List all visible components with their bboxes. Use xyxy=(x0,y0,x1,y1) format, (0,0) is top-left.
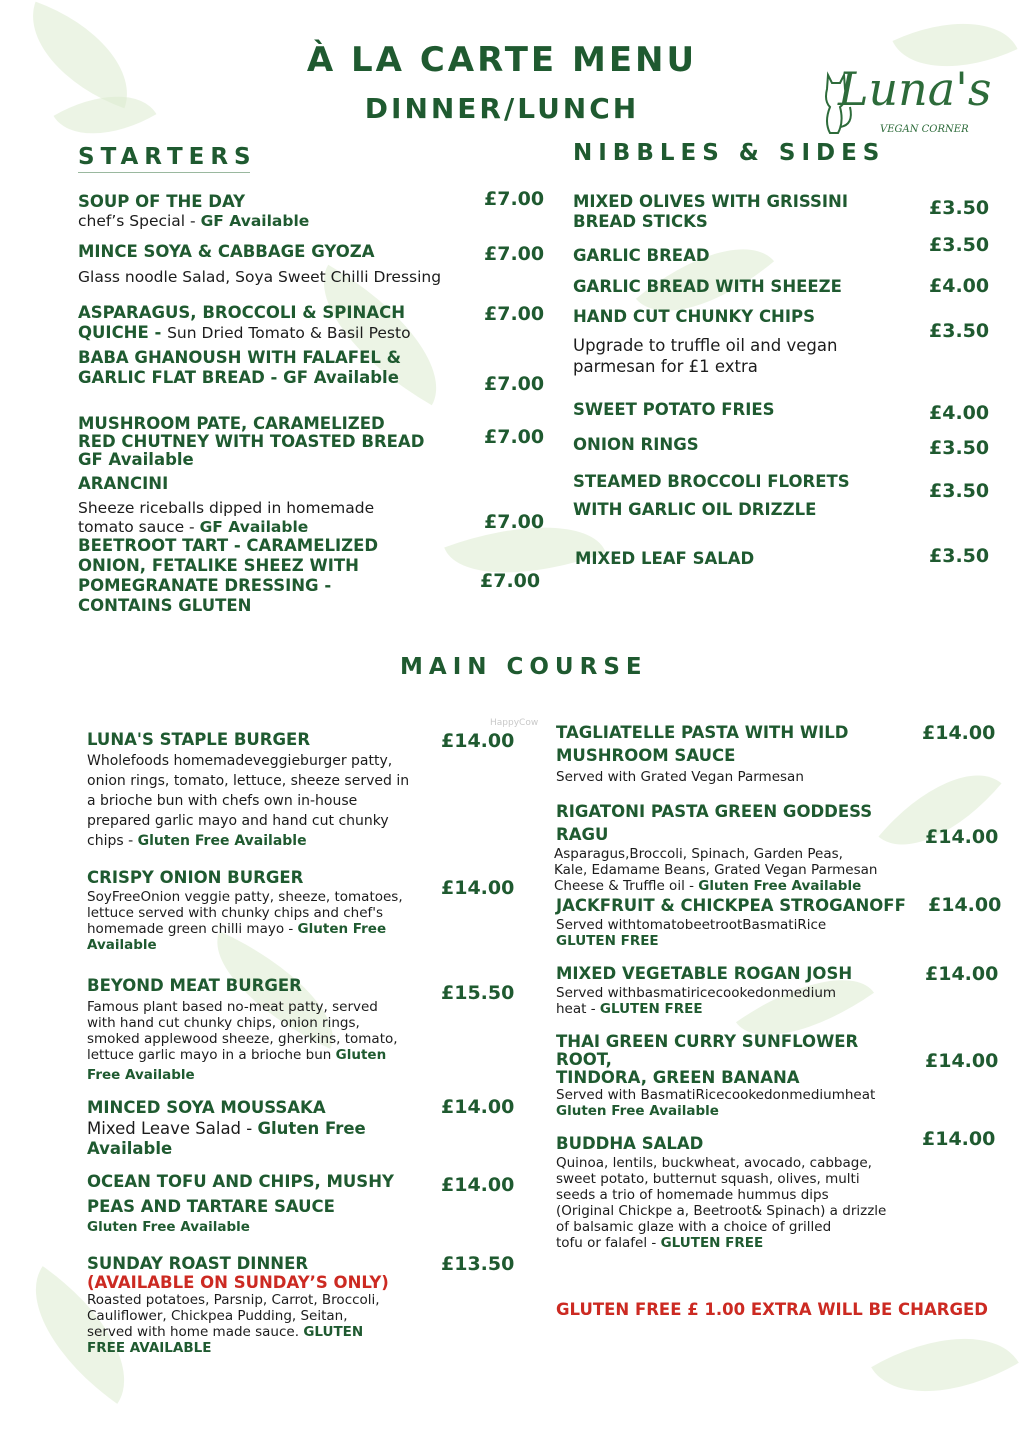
menu-title: À LA CARTE MENU xyxy=(306,40,698,80)
item-price: £14.00 xyxy=(925,963,999,985)
list-item: OCEAN TOFU AND CHIPS, MUSHY PEAS AND TARTARE SAUCE Gluten Free Available xyxy=(87,1172,394,1235)
list-item: BABA GHANOUSH WITH FALAFEL & GARLIC FLAT BREAD - GF Available xyxy=(78,348,401,387)
brand-logo xyxy=(810,62,992,142)
list-item: TAGLIATELLE PASTA WITH WILD MUSHROOM SAUCE Served with Grated Vegan Parmesan xyxy=(556,723,849,785)
item-price: £14.00 xyxy=(441,1096,515,1118)
list-item: JACKFRUIT & CHICKPEA STROGANOFF Served withtomatobeetrootBasmatiRice GLUTEN FREE xyxy=(556,896,906,949)
nibbles-heading: NIBBLES & SIDES xyxy=(573,140,886,166)
item-price: £3.50 xyxy=(929,234,990,256)
item-price: £4.00 xyxy=(929,402,990,424)
item-price: £7.00 xyxy=(484,243,545,265)
logo-text: Luna's xyxy=(838,62,992,116)
item-price: £14.00 xyxy=(922,722,996,744)
list-item: MINCED SOYA MOUSSAKA Mixed Leave Salad - Gluten Free Available xyxy=(87,1098,366,1158)
watermark: HappyCow xyxy=(490,718,539,728)
starters-heading: STARTERS xyxy=(78,144,257,170)
list-item: MUSHROOM PATE, CARAMELIZED RED CHUTNEY WITH TOASTED BREAD GF Available xyxy=(78,414,425,469)
list-item: STEAMED BROCCOLI FLORETS WITH GARLIC OIL DRIZZLE xyxy=(573,472,850,519)
item-price: £13.50 xyxy=(441,1253,515,1275)
list-item: BEETROOT TART - CARAMELIZED ONION, FETALIKE SHEEZ WITH POMEGRANATE DRESSING - CONTAINS GLUTEN xyxy=(78,536,379,615)
item-price: £14.00 xyxy=(925,1050,999,1072)
list-item: MIXED LEAF SALAD xyxy=(575,549,755,568)
list-item: BEYOND MEAT BURGER Famous plant based no-meat patty, served with hand cut chunky chips, onion rings, smoked applewood sheeze, gherkins, tomato, lettuce garlic mayo in a brioche bun Gluten Free Available xyxy=(87,976,398,1083)
list-item: HAND CUT CHUNKY CHIPS Upgrade to truffle oil and vegan parmesan for £1 extra xyxy=(573,307,838,376)
list-item: SOUP OF THE DAY chef’s Special - GF Available xyxy=(78,192,310,230)
item-price: £7.00 xyxy=(484,511,545,533)
list-item: ASPARAGUS, BROCCOLI & SPINACH QUICHE - Sun Dried Tomato & Basil Pesto xyxy=(78,303,411,342)
item-price: £7.00 xyxy=(480,570,541,592)
list-item: RIGATONI PASTA GREEN GODDESS RAGU Asparagus,Broccoli, Spinach, Garden Peas, Kale, Edamame Beans, Grated Vegan Parmesan Cheese & Truffle oil - Gluten Free Available xyxy=(554,802,878,894)
item-price: £7.00 xyxy=(484,303,545,325)
item-price: £3.50 xyxy=(929,197,990,219)
list-item: CRISPY ONION BURGER SoyFreeOnion veggie patty, sheeze, tomatoes, lettuce served with chunky chips and chef's homemade green chilli mayo - Gluten Free Available xyxy=(87,868,403,953)
item-price: £3.50 xyxy=(929,320,990,342)
item-price: £7.00 xyxy=(484,426,545,448)
item-price: £7.00 xyxy=(484,188,545,210)
list-item: SWEET POTATO FRIES xyxy=(573,400,775,419)
item-price: £3.50 xyxy=(929,545,990,567)
item-price: £15.50 xyxy=(441,982,515,1004)
item-price: £3.50 xyxy=(929,480,990,502)
logo-tagline: VEGAN CORNER xyxy=(880,124,969,135)
main-course-heading: MAIN COURSE xyxy=(400,654,648,680)
item-price: £14.00 xyxy=(441,1174,515,1196)
sunday-only-notice: (AVAILABLE ON SUNDAY’S ONLY) xyxy=(87,1273,389,1292)
item-price: £14.00 xyxy=(441,730,515,752)
item-price: £14.00 xyxy=(922,1128,996,1150)
menu-subtitle: DINNER/LUNCH xyxy=(364,92,640,125)
starters-heading-underline xyxy=(78,172,250,173)
gluten-free-surcharge-notice: GLUTEN FREE £ 1.00 EXTRA WILL BE CHARGED xyxy=(556,1300,988,1319)
list-item: SUNDAY ROAST DINNER (AVAILABLE ON SUNDAY’S ONLY) Roasted potatoes, Parsnip, Carrot, Broccoli, Cauliflower, Chickpea Pudding, Seitan, served with home made sauce. GLUTEN FREE AVAILABLE xyxy=(87,1254,425,1356)
item-price: £3.50 xyxy=(929,437,990,459)
list-item: BUDDHA SALAD Quinoa, lentils, buckwheat, avocado, cabbage, sweet potato, butternut squash, olives, multi seeds a trio of homemade hummus dips (Original Chickpe a, Beetroot& Spinach) a drizzle of balsamic glaze with a choice of grilled tofu or falafel - GLUTEN FREE xyxy=(556,1134,887,1251)
list-item: GARLIC BREAD WITH SHEEZE xyxy=(573,277,842,296)
list-item: MIXED OLIVES WITH GRISSINI BREAD STICKS xyxy=(573,192,848,231)
list-item: LUNA'S STAPLE BURGER Wholefoods homemadeveggieburger patty, onion rings, tomato, lettuce, sheeze served in a brioche bun with chefs own in-house prepared garlic mayo and hand cut chunky chips - Gluten Free Available xyxy=(87,730,410,849)
item-price: £14.00 xyxy=(928,894,1002,916)
list-item: GARLIC BREAD xyxy=(573,246,710,265)
list-item: ARANCINI Sheeze riceballs dipped in homemade tomato sauce - GF Available xyxy=(78,474,375,536)
list-item: THAI GREEN CURRY SUNFLOWER ROOT, TINDORA, GREEN BANANA Served with BasmatiRicecookedonmediumheat Gluten Free Available xyxy=(556,1032,876,1119)
list-item: MIXED VEGETABLE ROGAN JOSH Served withbasmatiricecookedonmedium heat - GLUTEN FREE xyxy=(556,964,853,1017)
list-item: MINCE SOYA & CABBAGE GYOZA Glass noodle Salad, Soya Sweet Chilli Dressing xyxy=(78,242,442,286)
item-price: £14.00 xyxy=(925,826,999,848)
item-price: £14.00 xyxy=(441,877,515,899)
item-price: £7.00 xyxy=(484,373,545,395)
leaf-decoration xyxy=(871,1302,1019,1428)
item-price: £4.00 xyxy=(929,275,990,297)
list-item: ONION RINGS xyxy=(573,435,699,454)
